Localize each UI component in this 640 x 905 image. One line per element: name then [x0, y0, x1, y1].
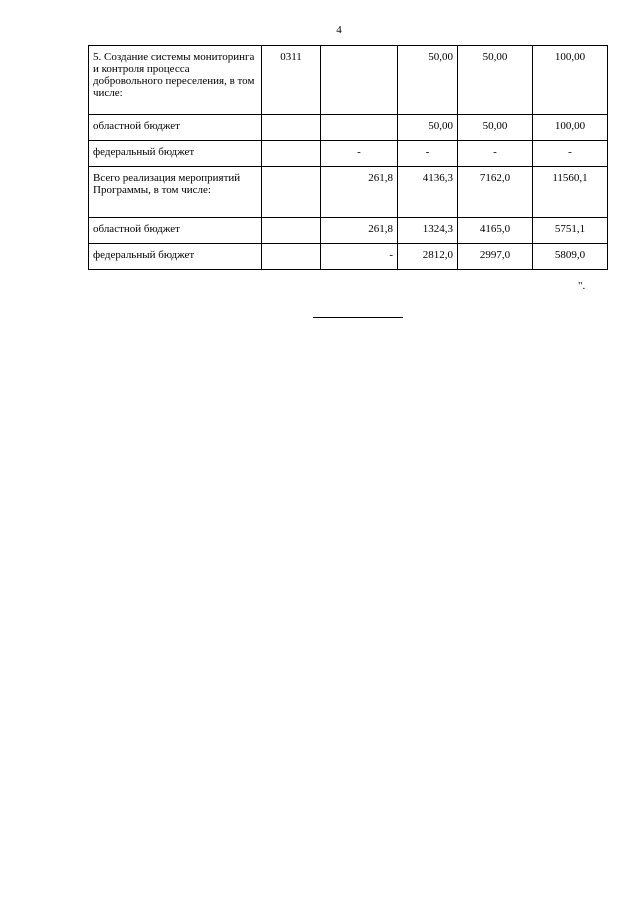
row-value-cell: 100,00	[533, 46, 608, 115]
row-value-cell: -	[321, 244, 398, 270]
row-name-cell: федеральный бюджет	[89, 244, 262, 270]
row-value-cell: 4165,0	[458, 218, 533, 244]
table-row	[89, 141, 608, 167]
row-value-cell: 7162,0	[458, 167, 533, 218]
row-value-cell: 261,8	[321, 218, 398, 244]
row-value-cell: 50,00	[398, 115, 458, 141]
table-row	[89, 46, 608, 115]
row-value-cell: 5751,1	[533, 218, 608, 244]
table-row	[89, 115, 608, 141]
budget-table	[88, 45, 608, 270]
row-code-cell	[262, 115, 321, 141]
closing-quote-mark: ".	[578, 280, 586, 292]
row-name-cell: областной бюджет	[89, 115, 262, 141]
row-name-cell: областной бюджет	[89, 218, 262, 244]
row-code-cell: 0311	[262, 46, 321, 115]
row-value-cell: 1324,3	[398, 218, 458, 244]
row-code-cell	[262, 167, 321, 218]
row-value-cell: 4136,3	[398, 167, 458, 218]
row-value-cell: 2812,0	[398, 244, 458, 270]
row-value-cell: 5809,0	[533, 244, 608, 270]
table-row	[89, 244, 608, 270]
table-row	[89, 218, 608, 244]
row-name-cell: Всего реализация мероприятий Программы, в том числе:	[89, 167, 262, 218]
row-value-cell	[321, 115, 398, 141]
row-value-cell: -	[533, 141, 608, 167]
page-number: 4	[336, 24, 342, 36]
row-value-cell: 50,00	[458, 115, 533, 141]
row-name-cell: федеральный бюджет	[89, 141, 262, 167]
row-value-cell	[321, 46, 398, 115]
row-code-cell	[262, 141, 321, 167]
end-rule	[313, 317, 403, 318]
row-value-cell: -	[458, 141, 533, 167]
row-name-cell: 5. Создание системы мониторинга и контроля процесса добровольного переселения, в том числе:	[89, 46, 262, 115]
row-value-cell: 100,00	[533, 115, 608, 141]
row-value-cell: 50,00	[398, 46, 458, 115]
row-code-cell	[262, 244, 321, 270]
row-value-cell: -	[321, 141, 398, 167]
row-value-cell: 261,8	[321, 167, 398, 218]
row-value-cell: 2997,0	[458, 244, 533, 270]
row-value-cell: 11560,1	[533, 167, 608, 218]
row-value-cell: 50,00	[458, 46, 533, 115]
row-value-cell: -	[398, 141, 458, 167]
row-code-cell	[262, 218, 321, 244]
table-row	[89, 167, 608, 218]
